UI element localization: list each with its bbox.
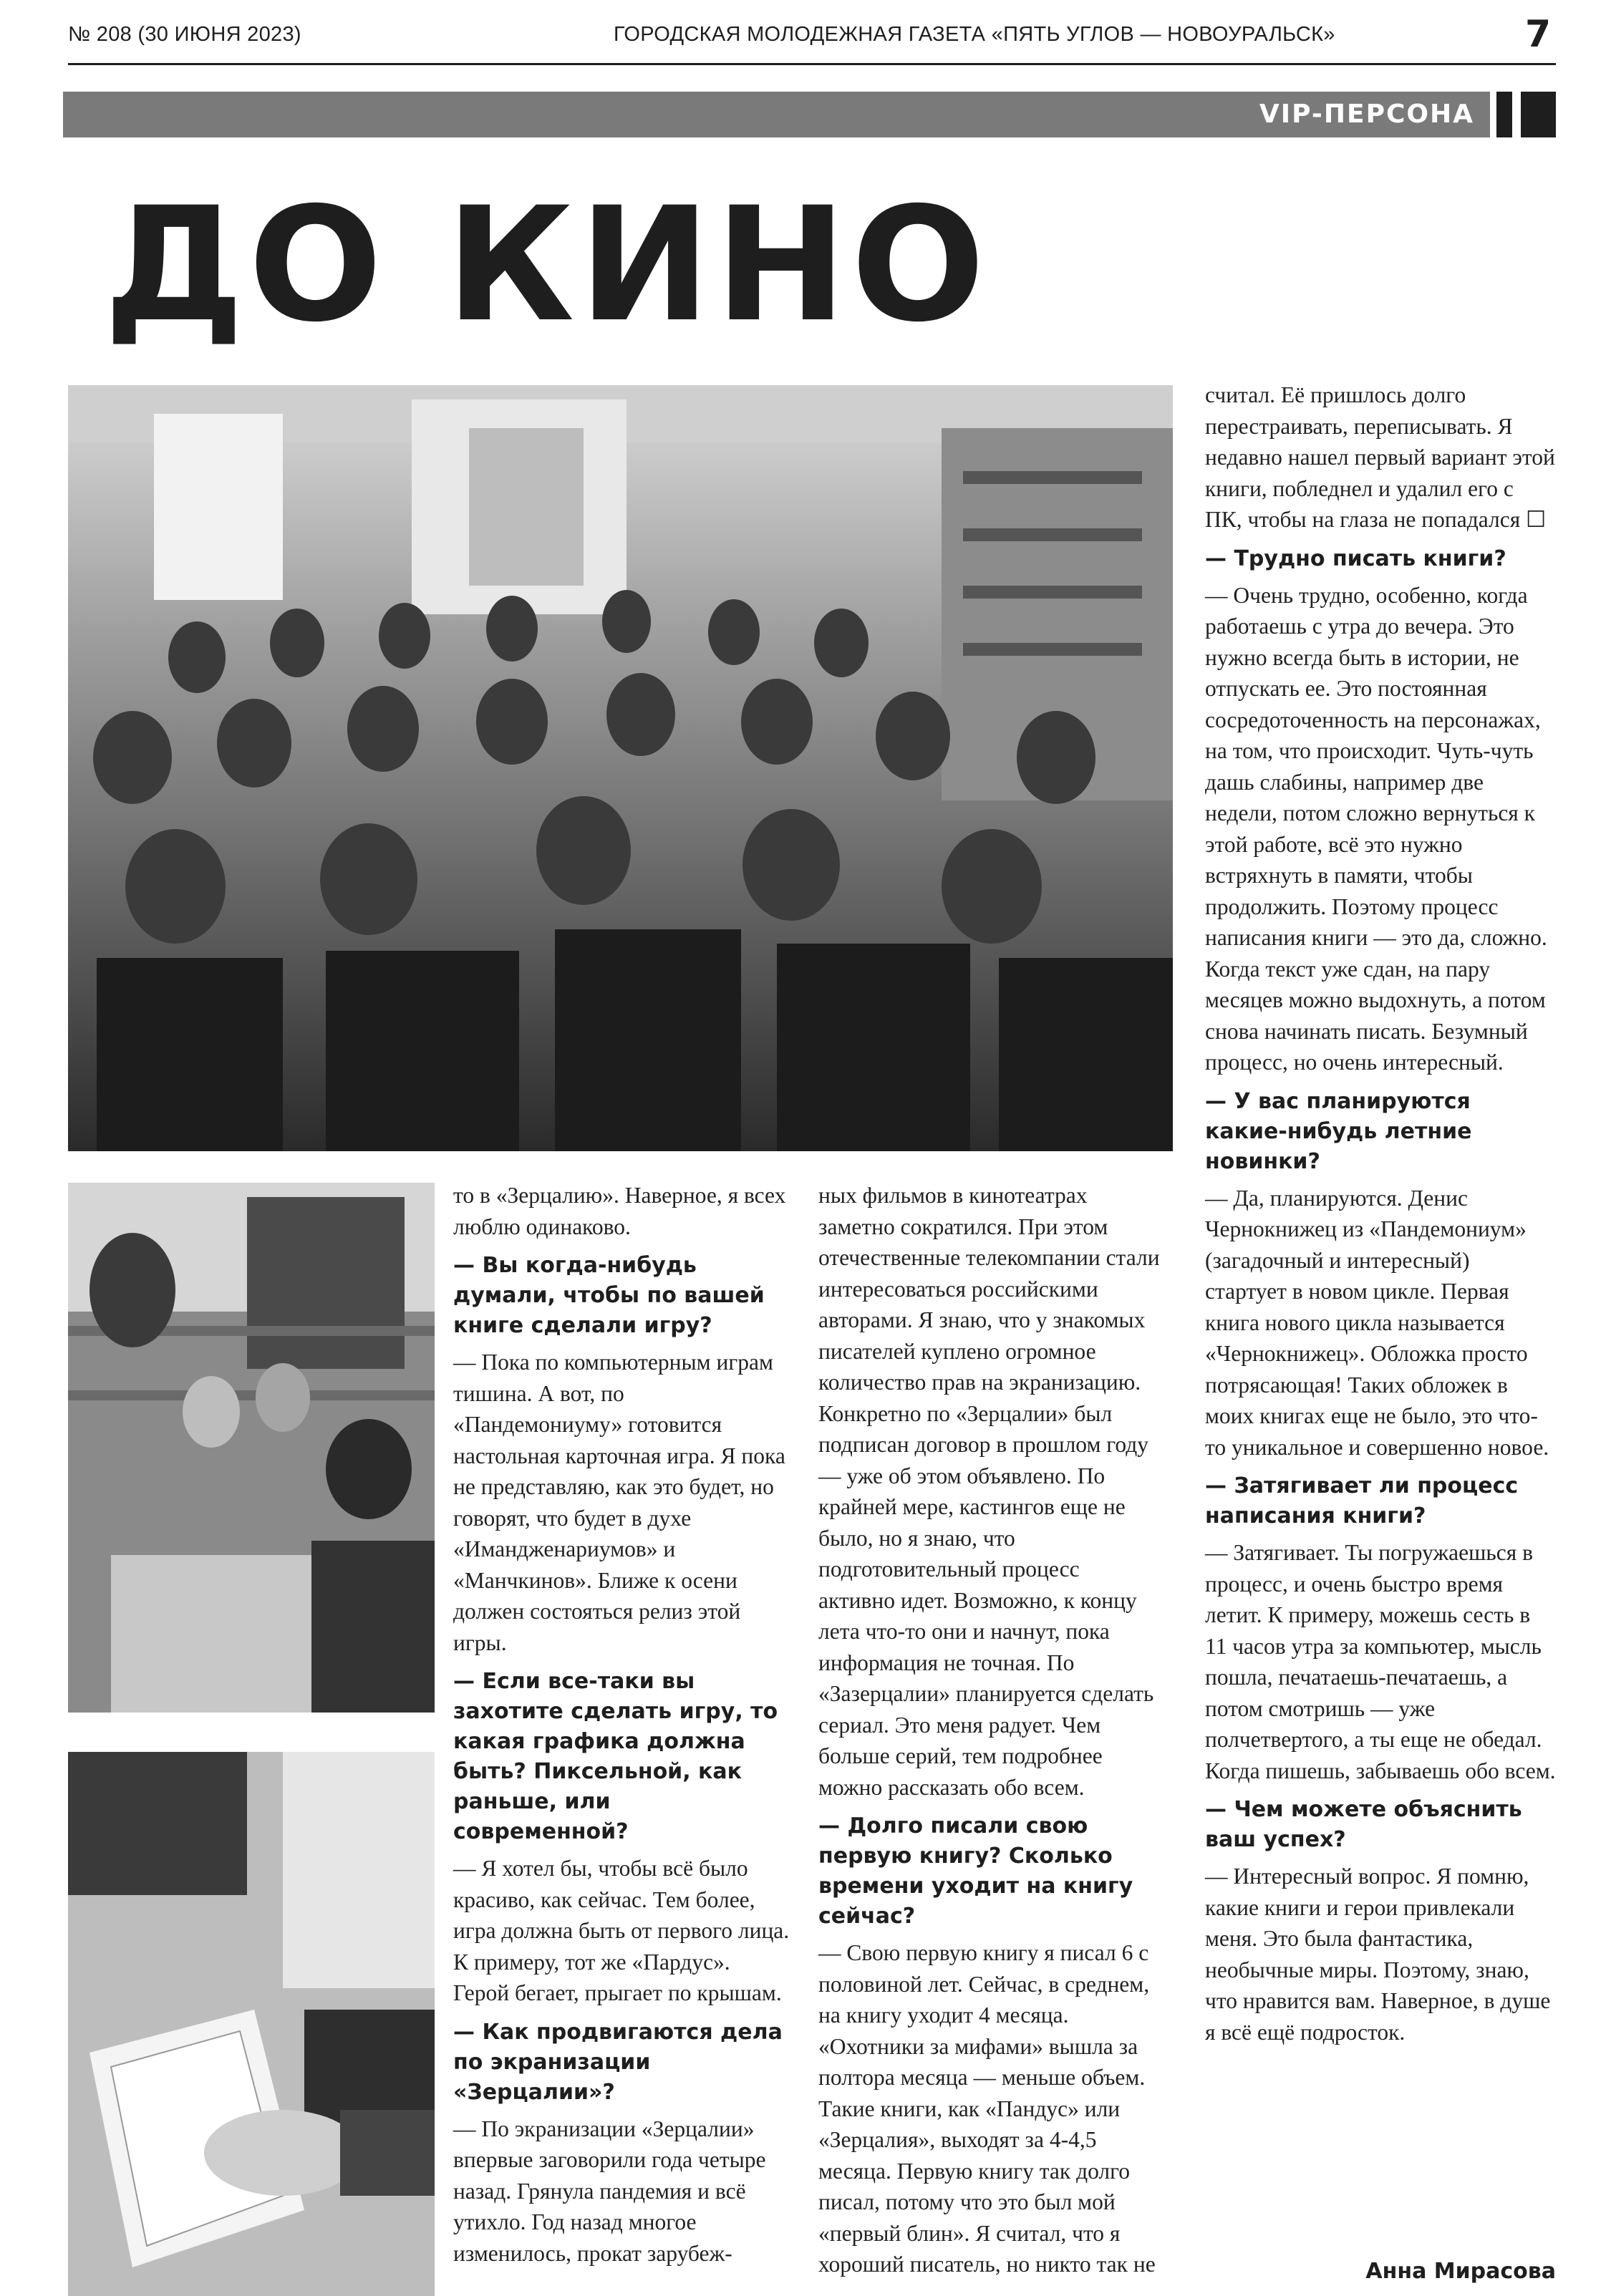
issue-number: № 208 (30 ИЮНЯ 2023) xyxy=(68,23,301,46)
paragraph: ных фильмов в кинотеатрах заметно сократился. При этом отечественные телекомпании стали интересоваться российскими авторами. Я знаю, что у знакомых писателей куплено огромное количество прав на экранизацию. Конкретно по «Зерцалии» был подписан договор в прошлом году — уже об этом объявлено. По крайней мере, кастингов еще не было, но я знаю, что подготовительный процесс активно идет. Возможно, к концу лета что-то они и начнут, пока информация не точная. По «Зазерцалии» планируется сделать сериал. Это меня радует. Чем больше серий, тем подробнее можно рассказать обо всем. xyxy=(818,1183,1160,1800)
section-bar xyxy=(1521,92,1556,137)
interview-question: — Трудно писать книги? xyxy=(1205,546,1506,571)
paragraph: считал. Её пришлось долго перестраивать, переписывать. Я недавно нашел первый вариант этой книги, побледнел и удалил его с ПК, чтобы на глаза не попадался ☐ xyxy=(1205,382,1555,532)
paragraph: — По экранизации «Зерцалии» впервые заговорили года четыре назад. Грянула пандемия и всё утихло. Год назад многое изменилось, прокат зарубеж- xyxy=(453,2116,766,2266)
interview-question: — Если все-таки вы захотите сделать игру, то какая графика должна быть? Пиксельной, как раньше, или современной? xyxy=(453,1669,778,1844)
paragraph: — Интересный вопрос. Я помню, какие книги и герои привлекали меня. Это была фантастика, необычные миры. Поэтому, знаю, что нравится вам. Наверное, в душе я всё ещё подросток. xyxy=(1205,1864,1551,2045)
interview-question: — Чем можете объяснить ваш успех? xyxy=(1205,1797,1522,1852)
paragraph: — Свою первую книгу я писал 6 с половиной лет. Сейчас, в среднем, на книгу уходит 4 месяца. «Охотники за мифами» вышла за полтора месяца — меньше объем. Такие книги, как «Пандус» или «Зерцалия», выходят за 4-4,5 месяца. Первую книгу так долго писал, потому что это был мой «первый блин». Я считал, что я хороший писатель, но никто так не xyxy=(818,1940,1156,2277)
interview-question: — Долго писали свою первую книгу? Сколько времени уходит на книгу сейчас? xyxy=(818,1813,1133,1929)
section-label: VIP-ПЕРСОНА xyxy=(1249,92,1484,137)
page-number: 7 xyxy=(1525,13,1552,56)
paragraph: — Очень трудно, особенно, когда работаешь с утра до вечера. Это нужно всегда быть в истории, не отпускать ее. Это постоянная сосредоточенность на персонажах, на том, что происходит. Чуть-чуть дашь слабины, например две недели, потом сложно вернуться к этой работе, всё это нужно встряхнуть в памяти, чтобы продолжить. Поэтому процесс написания книги — это да, сложно. Когда текст уже сдан, на пару месяцев можно выдохнуть, а потом снова начинать писать. Безумный процесс, но очень интересный. xyxy=(1205,582,1547,1075)
paragraph: — Пока по компьютерным играм тишина. А вот, по «Пандемониуму» готовится настольная карточная игра. Я пока не представляю, как это будет, но говорят, что будет в духе «Имандженариумов» и «Манчкинов». Ближе к осени должен состояться релиз этой игры. xyxy=(453,1350,785,1655)
paragraph: — Я хотел бы, чтобы всё было красиво, как сейчас. Тем более, игра должна быть от первого лица. К примеру, тот же «Пардус». Герой бегает, прыгает по крышам. xyxy=(453,1856,790,2005)
headline: ДО КИНО xyxy=(104,173,990,357)
audience-photo xyxy=(68,385,1173,1151)
article-column-1 xyxy=(453,1180,790,2269)
interview-question: — Как продвигаются дела по экранизации «Зерцалии»? xyxy=(453,2019,783,2105)
book-signing-photo xyxy=(68,1183,435,1713)
section-bar xyxy=(1496,92,1512,137)
paragraph: — Да, планируются. Денис Чернокнижец из «Пандемониум» (загадочный и интересный) стартует в новом цикле. Первая книга нового цикла называется «Чернокнижец». Обложка просто потрясающая! Таких обложек в моих книгах еще не было, это что-то уникальное и совершенно новое. xyxy=(1205,1185,1549,1460)
interview-question: — Вы когда-нибудь думали, чтобы по вашей книге сделали игру? xyxy=(453,1253,765,1338)
interview-question: — У вас планируются какие-нибудь летние новинки? xyxy=(1205,1088,1472,1174)
article-column-3 xyxy=(1205,379,1556,2048)
newspaper-title: ГОРОДСКАЯ МОЛОДЕЖНАЯ ГАЗЕТА «ПЯТЬ УГЛОВ — НОВОУРАЛЬСК» xyxy=(614,23,1335,46)
section-band xyxy=(63,92,1490,137)
article-column-2 xyxy=(818,1180,1161,2280)
paragraph: — Затягивает. Ты погружаешься в процесс, и очень быстро время летит. К примеру, можешь сесть в 11 часов утра за компьютер, мысль пошла, печатаешь-печатаешь, а потом смотришь — уже полчетвертого, а ты еще не обедал. Когда пишешь, забываешь обо всем. xyxy=(1205,1540,1556,1783)
autograph-photo xyxy=(68,1752,435,2296)
author-name: Анна Мирасова xyxy=(1365,2259,1556,2284)
interview-question: — Затягивает ли процесс написания книги? xyxy=(1205,1473,1519,1529)
paragraph: то в «Зерцалию». Наверное, я всех люблю одинаково. xyxy=(453,1183,786,1239)
header-rule xyxy=(68,63,1556,65)
